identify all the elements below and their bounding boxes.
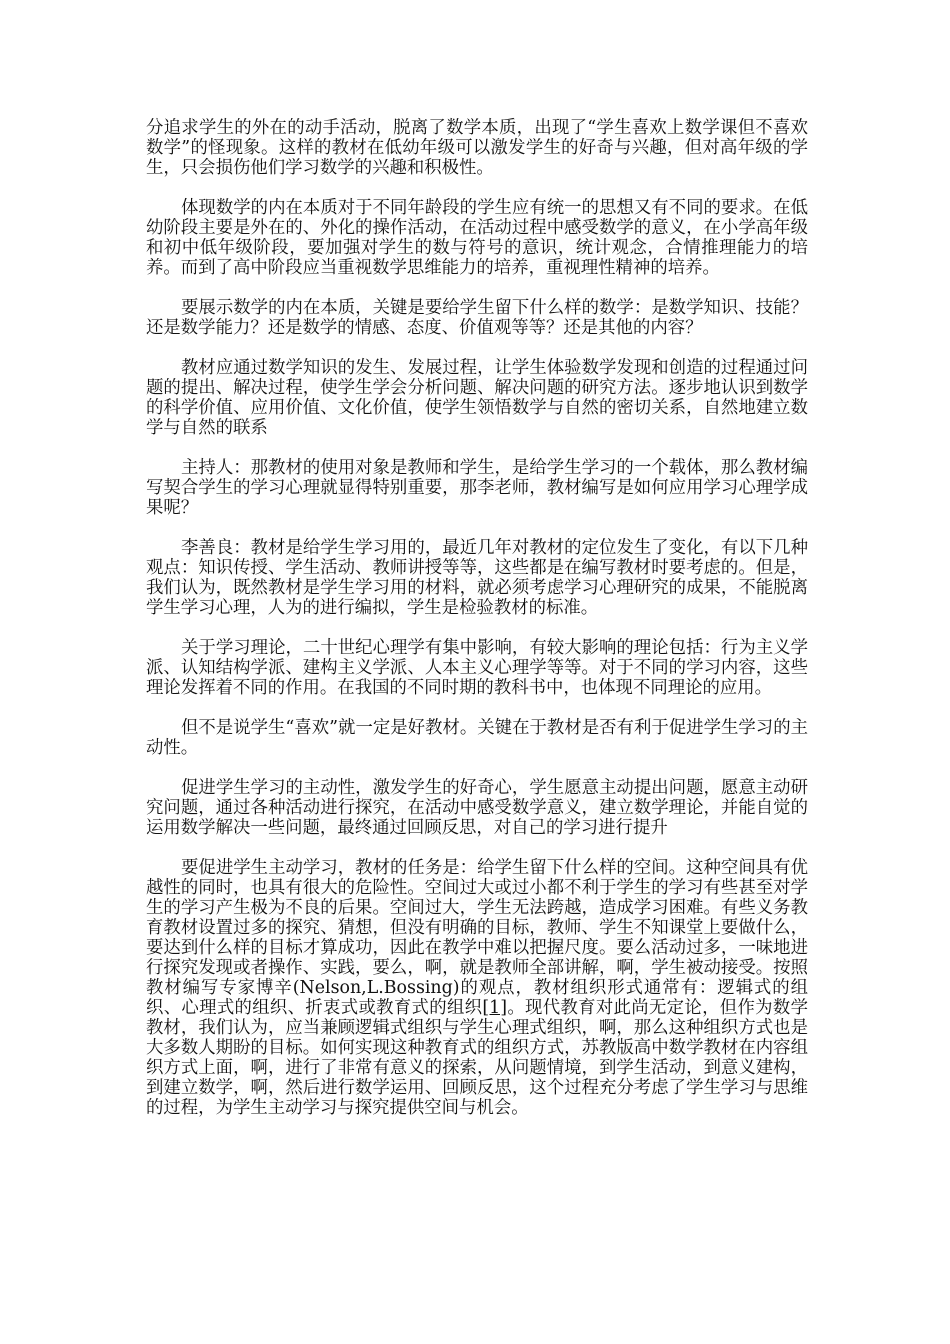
paragraph-6: 李善良：教材是给学生学习用的，最近几年对教材的定位发生了变化，有以下几种观点：知识传授、学生活动、教师讲授等等，这些都是在编写教材时要考虑的。但是，我们认为，既然教材是学生学习用的材料，就必须考虑学习心理研究的成果，不能脱离学生学习心理，人为的进行编拟，学生是检验教材的标准。 (146, 538, 808, 618)
paragraph-9: 促进学生学习的主动性，激发学生的好奇心，学生愿意主动提出问题，愿意主动研究问题，通过各种活动进行探究，在活动中感受数学意义，建立数学理论，并能自觉的运用数学解决一些问题，最终通过回顾反思，对自己的学习进行提升 (146, 778, 808, 838)
document-body (146, 118, 808, 1138)
paragraph-1: 分追求学生的外在的动手活动，脱离了数学本质，出现了“学生喜欢上数学课但不喜欢数学”的怪现象。这样的教材在低幼年级可以激发学生的好奇与兴趣，但对高年级的学生，只会损伤他们学习数学的兴趣和积极性。 (146, 118, 808, 178)
paragraph-7: 关于学习理论，二十世纪心理学有集中影响，有较大影响的理论包括：行为主义学派、认知结构学派、建构主义学派、人本主义心理学等等。对于不同的学习内容，这些理论发挥着不同的作用。在我国的不同时期的教科书中，也体现不同理论的应用。 (146, 638, 808, 698)
paragraph-10 (146, 858, 808, 1118)
paragraph-2: 体现数学的内在本质对于不同年龄段的学生应有统一的思想又有不同的要求。在低幼阶段主要是外在的、外化的操作活动，在活动过程中感受数学的意义，在小学高年级和初中低年级阶段，要加强对学生的数与符号的意识，统计观念，合情推理能力的培养。而到了高中阶段应当重视数学思维能力的培养，重视理性精神的培养。 (146, 198, 808, 278)
citation-link[interactable]: [1] (482, 998, 508, 1018)
paragraph-8: 但不是说学生“喜欢”就一定是好教材。关键在于教材是否有利于促进学生学习的主动性。 (146, 718, 808, 758)
paragraph-4: 教材应通过数学知识的发生、发展过程，让学生体验数学发现和创造的过程通过问题的提出、解决过程，使学生学会分析问题、解决问题的研究方法。逐步地认识到数学的科学价值、应用价值、文化价值，使学生领悟数学与自然的密切关系，自然地建立数学与自然的联系 (146, 358, 808, 438)
paragraph-3: 要展示数学的内在本质，关键是要给学生留下什么样的数学：是数学知识、技能？还是数学能力？还是数学的情感、态度、价值观等等？还是其他的内容？ (146, 298, 808, 338)
paragraph-10-text-after: 。现代教育对此尚无定论，但作为数学教材，我们认为，应当兼顾逻辑式组织与学生心理式组织，啊，那么这种组织方式也是大多数人期盼的目标。如何实现这种教育式的组织方式，苏教版高中数学教材在内容组织方式上面，啊，进行了非常有意义的探索，从问题情境，到学生活动，到意义建构，到建立数学，啊，然后进行数学运用、回顾反思，这个过程充分考虑了学生学习与思维的过程，为学生主动学习与探究提供空间与机会。 (146, 998, 808, 1118)
paragraph-10-text-before: 要促进学生主动学习，教材的任务是：给学生留下什么样的空间。这种空间具有优越性的同时，也具有很大的危险性。空间过大或过小都不利于学生的学习有些甚至对学生的学习产生极为不良的后果。空间过大，学生无法跨越，造成学习困难。有些义务教育教材设置过多的探究、猜想，但没有明确的目标，教师、学生不知课堂上要做什么，要达到什么样的目标才算成功，因此在教学中难以把握尺度。要么活动过多，一味地进行探究发现或者操作、实践，要么，啊，就是教师全部讲解，啊，学生被动接受。按照教材编写专家博辛(Nelson,L.Bossing)的观点，教材组织形式通常有：逻辑式的组织、心理式的组织、折衷式或教育式的组织 (146, 858, 808, 1018)
paragraph-5: 主持人：那教材的使用对象是教师和学生，是给学生学习的一个载体，那么教材编写契合学生的学习心理就显得特别重要，那李老师，教材编写是如何应用学习心理学成果呢？ (146, 458, 808, 518)
